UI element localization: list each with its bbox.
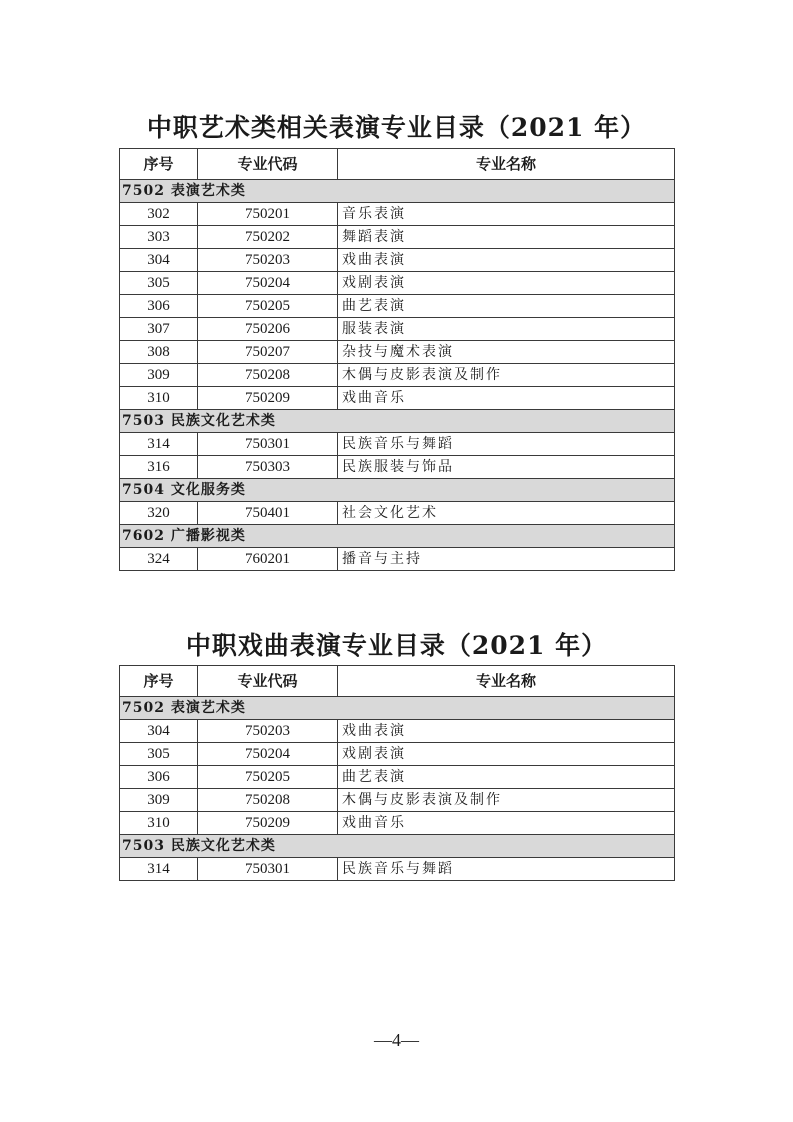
name-cell: 木偶与皮影表演及制作 [338,364,675,387]
category-row [120,835,675,858]
table2-title: 中职戏曲表演专业目录（2021 年） [185,631,608,660]
seq-cell: 305 [120,272,198,295]
seq-cell: 304 [120,249,198,272]
name-cell: 舞蹈表演 [338,226,675,249]
table-row [120,720,675,743]
code-cell: 750209 [198,812,338,835]
category-label: 7502 表演艺术类 [120,180,675,203]
name-cell: 戏曲表演 [338,249,675,272]
code-cell: 750207 [198,341,338,364]
table-row [120,387,675,410]
seq-cell: 309 [120,789,198,812]
seq-cell: 310 [120,387,198,410]
category-row [120,697,675,720]
code-cell: 750206 [198,318,338,341]
code-cell: 750205 [198,295,338,318]
code-cell: 750301 [198,433,338,456]
code-cell: 750401 [198,502,338,525]
name-cell: 戏曲音乐 [338,387,675,410]
table-row [120,789,675,812]
table-row [120,433,675,456]
category-label: 7503 民族文化艺术类 [120,410,675,433]
table-row [120,341,675,364]
name-cell: 播音与主持 [338,548,675,571]
table-row [120,318,675,341]
code-cell: 750203 [198,720,338,743]
seq-cell: 316 [120,456,198,479]
category-label: 7503 民族文化艺术类 [120,835,675,858]
code-cell: 760201 [198,548,338,571]
name-cell: 戏曲表演 [338,720,675,743]
seq-cell: 310 [120,812,198,835]
table-row [120,249,675,272]
code-cell: 750204 [198,272,338,295]
name-cell: 音乐表演 [338,203,675,226]
code-cell: 750301 [198,858,338,881]
code-cell: 750202 [198,226,338,249]
name-cell: 杂技与魔术表演 [338,341,675,364]
page-number: —4— [374,1030,419,1050]
code-cell: 750201 [198,203,338,226]
code-cell: 750208 [198,364,338,387]
category-label: 7502 表演艺术类 [120,697,675,720]
seq-cell: 304 [120,720,198,743]
category-row [120,479,675,502]
name-cell: 戏剧表演 [338,743,675,766]
name-cell: 木偶与皮影表演及制作 [338,789,675,812]
table1-title: 中职艺术类相关表演专业目录（2021 年） [146,113,647,142]
header-name: 专业名称 [338,149,675,180]
code-cell: 750204 [198,743,338,766]
code-cell: 750303 [198,456,338,479]
table2 [119,665,675,881]
table-row [120,812,675,835]
name-cell: 戏剧表演 [338,272,675,295]
table2-header-row [120,666,675,697]
seq-cell: 307 [120,318,198,341]
seq-cell: 302 [120,203,198,226]
header-code: 专业代码 [198,149,338,180]
name-cell: 民族音乐与舞蹈 [338,433,675,456]
seq-cell: 306 [120,766,198,789]
seq-cell: 308 [120,341,198,364]
code-cell: 750205 [198,766,338,789]
header-seq: 序号 [120,666,198,697]
header-seq: 序号 [120,149,198,180]
name-cell: 戏曲音乐 [338,812,675,835]
table-row [120,203,675,226]
seq-cell: 306 [120,295,198,318]
table-row [120,743,675,766]
table-row [120,502,675,525]
category-row [120,180,675,203]
seq-cell: 309 [120,364,198,387]
table1 [119,148,675,571]
table1-header-row [120,149,675,180]
name-cell: 民族音乐与舞蹈 [338,858,675,881]
seq-cell: 314 [120,858,198,881]
code-cell: 750208 [198,789,338,812]
header-code: 专业代码 [198,666,338,697]
category-row [120,410,675,433]
name-cell: 民族服装与饰品 [338,456,675,479]
seq-cell: 314 [120,433,198,456]
table-row [120,295,675,318]
seq-cell: 320 [120,502,198,525]
seq-cell: 303 [120,226,198,249]
table-row [120,858,675,881]
table-row [120,226,675,249]
name-cell: 曲艺表演 [338,766,675,789]
name-cell: 社会文化艺术 [338,502,675,525]
header-name: 专业名称 [338,666,675,697]
seq-cell: 305 [120,743,198,766]
table-row [120,272,675,295]
table-row [120,548,675,571]
table-row [120,766,675,789]
category-label: 7602 广播影视类 [120,525,675,548]
category-label: 7504 文化服务类 [120,479,675,502]
code-cell: 750203 [198,249,338,272]
table-row [120,456,675,479]
table-row [120,364,675,387]
code-cell: 750209 [198,387,338,410]
category-row [120,525,675,548]
seq-cell: 324 [120,548,198,571]
name-cell: 服装表演 [338,318,675,341]
name-cell: 曲艺表演 [338,295,675,318]
